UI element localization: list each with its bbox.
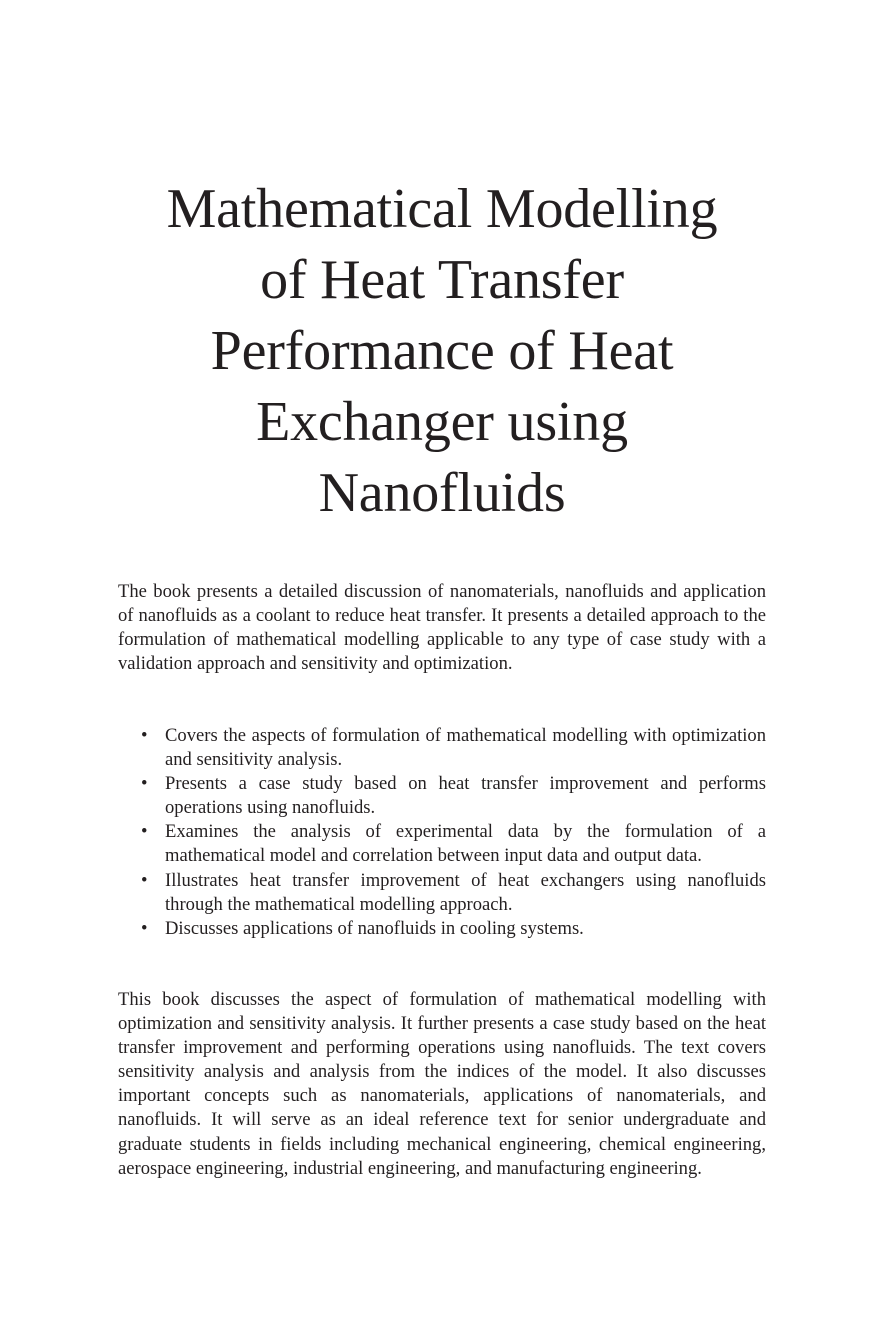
intro-paragraph: The book presents a detailed discussion of nanomaterials, nanofluids and application of nanofluids as a coolant to reduce heat transfer. It presents a detailed approach to the formulation of mathematical modelling applicable to any type of case study with a validation approach and sensitivity and optimization.	[118, 581, 766, 675]
list-item-text: Examines the analysis of experimental data by the formulation of a mathematical model and correlation between input data and output data.	[165, 821, 766, 867]
list-item-text: Presents a case study based on heat transfer improvement and performs operations using nanofluids.	[165, 773, 766, 819]
title-line: Mathematical Modelling	[166, 178, 718, 240]
feature-list	[118, 724, 766, 941]
title-line: Nanofluids	[318, 462, 566, 524]
list-item-text: Covers the aspects of formulation of mathematical modelling with optimization and sensitivity analysis.	[165, 725, 766, 771]
list-item	[118, 820, 766, 868]
bullet-icon: •	[141, 917, 148, 939]
title-line: of Heat Transfer	[260, 249, 624, 311]
title-line: Exchanger using	[256, 391, 628, 453]
list-item	[118, 869, 766, 917]
list-item	[118, 772, 766, 820]
bullet-icon: •	[141, 869, 148, 891]
list-item	[118, 917, 766, 941]
bullet-icon: •	[141, 821, 148, 843]
list-item	[118, 724, 766, 772]
title-line: Performance of Heat	[210, 320, 674, 382]
book-title	[80, 174, 804, 529]
list-item-text: Discusses applications of nanofluids in cooling systems.	[165, 917, 584, 939]
bullet-icon: •	[141, 725, 148, 746]
list-item-text: Illustrates heat transfer improvement of heat exchangers using nanofluids through the mathematical modelling approach.	[165, 869, 766, 915]
bullet-icon: •	[141, 773, 148, 795]
closing-paragraph: This book discusses the aspect of formulation of mathematical modelling with optimization and sensitivity analysis. It further presents a case study based on the heat transfer improvement and performing operations using nanofluids. The text covers sensitivity analysis and analysis from the indices of the model. It also discusses important concepts such as nanomaterials, applications of nanomaterials, and nanofluids. It will serve as an ideal reference text for senior undergraduate and graduate students in fields including mechanical engineering, chemical engineering, aerospace engineering, industrial engineering, and manufacturing engineering.	[118, 989, 766, 1179]
